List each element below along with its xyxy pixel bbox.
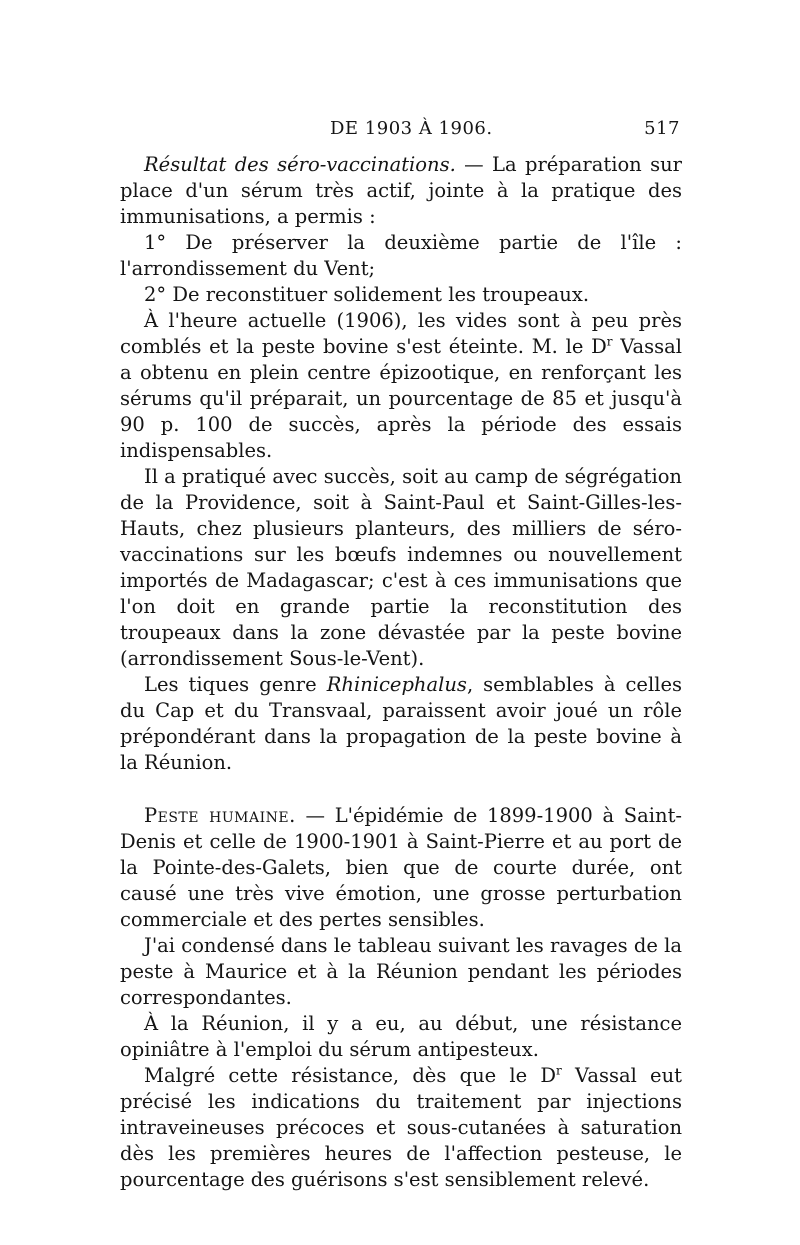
section1-intro: — La préparation sur place d'un sérum très actif, jointe à la pratique des immunisations, a permis :	[120, 153, 682, 228]
paragraph	[120, 308, 682, 464]
section2-heading: Peste humaine.	[144, 804, 296, 827]
list-item-1: 1° De préserver la deuxième partie de l'île : l'arrondissement du Vent;	[120, 231, 682, 280]
paragraph	[120, 1063, 682, 1193]
s2-para3-sup: r	[556, 1063, 562, 1078]
list-item-2: 2° De reconstituer solidement les troupeaux.	[144, 283, 590, 306]
para1-text-end: Vassal a obtenu en plein centre épizootique, en renforçant les sérums qu'il préparait, un pourcentage de 85 et jusqu'à 90 p. 100 de succès, après la période des essais indispensables.	[120, 335, 682, 462]
para1-sup: r	[606, 334, 613, 349]
section2-intro-paragraph	[120, 803, 682, 933]
page-number: 517	[644, 118, 680, 139]
para3-text: Les tiques genre	[144, 673, 327, 696]
running-header	[120, 118, 682, 144]
paragraph: À la Réunion, il y a eu, au début, une résistance opiniâtre à l'emploi du sérum antipesteux.	[120, 1012, 682, 1061]
paragraph: Il a pratiqué avec succès, soit au camp de ségrégation de la Providence, soit à Saint-Paul et Saint-Gilles-les-Hauts, chez plusieurs planteurs, des milliers de séro-vaccinations sur les bœufs indemnes ou nouvellement importés de Madagascar; c'est à ces immunisations que l'on doit en grande partie la reconstitution des troupeaux dans la zone dévastée par la peste bovine (arrondissement Sous-le-Vent).	[120, 465, 682, 670]
para1-text: À l'heure actuelle (1906), les vides sont à peu près comblés et la peste bovine s'est éteinte. M. le D	[120, 309, 682, 358]
para3-text-end: , semblables à celles du Cap et du Transvaal, paraissent avoir joué un rôle prépondérant dans la propagation de la peste bovine à la Réunion.	[120, 673, 682, 774]
section1-heading: Résultat des séro-vaccinations.	[144, 153, 456, 176]
s2-para3-text-end: Vassal eut précisé les indications du traitement par injections intraveineuses précoces et sous-cutanées à saturation dès les premières heures de l'affection pesteuse, le pourcentage des guérisons s'est sensiblement relevé.	[120, 1064, 682, 1191]
body-text	[120, 152, 682, 1193]
paragraph: J'ai condensé dans le tableau suivant les ravages de la peste à Maurice et à la Réunion pendant les périodes correspondantes.	[120, 934, 682, 1009]
section-gap	[120, 776, 682, 803]
s2-para3-text: Malgré cette résistance, dès que le D	[144, 1064, 557, 1087]
section1-intro-paragraph	[120, 152, 682, 230]
section2-intro: — L'épidémie de 1899-1900 à Saint-Denis et celle de 1900-1901 à Saint-Pierre et au port de la Pointe-des-Galets, bien que de courte durée, ont causé une très vive émotion, une grosse perturbation commerciale et des pertes sensibles.	[120, 804, 682, 931]
header-title: DE 1903 À 1906.	[330, 118, 493, 139]
genus-name: Rhinicephalus	[326, 673, 467, 696]
paragraph	[120, 672, 682, 776]
